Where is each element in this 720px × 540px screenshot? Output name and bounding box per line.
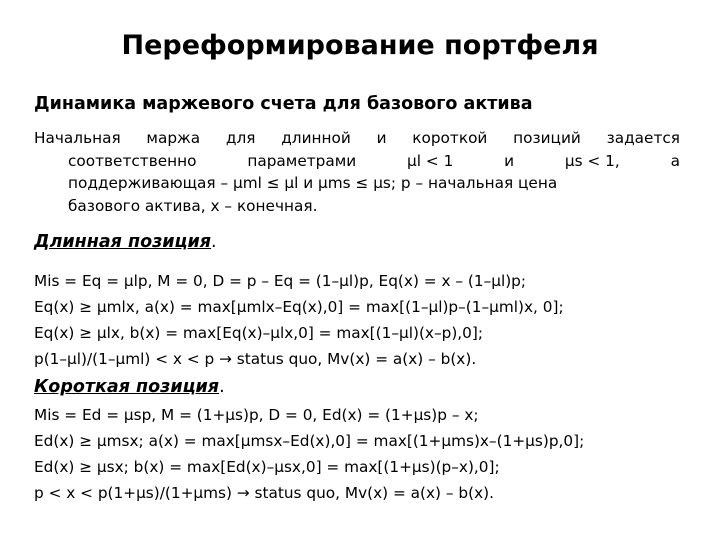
short-formula-4: p < x < p(1+μs)/(1+μms) → status quo, Mv(x) = a(x) – b(x).	[34, 484, 494, 502]
long-formula-4: p(1–μl)/(1–μml) < x < p → status quo, Mv(x) = a(x) – b(x).	[34, 350, 477, 368]
section-subheading: Динамика маржевого счета для базового актива	[34, 94, 533, 114]
page-title: Переформирование портфеля	[121, 30, 599, 61]
long-formula-2: Eq(x) ≥ μmlx, a(x) = max[μmlx–Eq(x),0] = max[(1–μl)p–(1–μml)x, 0];	[34, 298, 564, 316]
short-formula-1: Mis = Ed = μsp, M = (1+μs)p, D = 0, Ed(x) = (1+μs)p – x;	[34, 406, 479, 424]
short-formula-2: Ed(x) ≥ μmsx; a(x) = max[μmsx–Ed(x),0] = max[(1+μms)x–(1+μs)p,0];	[34, 432, 585, 450]
long-formula-3: Eq(x) ≥ μlx, b(x) = max[Eq(x)–μlx,0] = max[(1–μl)(x–p),0];	[34, 324, 484, 342]
intro-line-1: Начальная маржа для длинной и короткой позиций задается	[34, 129, 680, 147]
intro-line-2: соответственно параметрами μl < 1 и μs < 1, а	[68, 151, 680, 170]
intro-line-4: базового актива, x – конечная.	[68, 196, 318, 215]
long-position-heading: Длинная позиция.	[34, 232, 217, 252]
short-formula-3: Ed(x) ≥ μsx; b(x) = max[Ed(x)–μsx,0] = max[(1+μs)(p–x),0];	[34, 458, 500, 476]
intro-paragraph	[34, 127, 680, 217]
short-position-heading: Короткая позиция.	[34, 377, 225, 397]
long-formula-1: Mis = Eq = μlp, M = 0, D = p – Eq = (1–μl)p, Eq(x) = x – (1–μl)p;	[34, 272, 527, 290]
intro-line-3: поддерживающая – μml ≤ μl и μms ≤ μs; p – начальная цена	[68, 174, 558, 192]
